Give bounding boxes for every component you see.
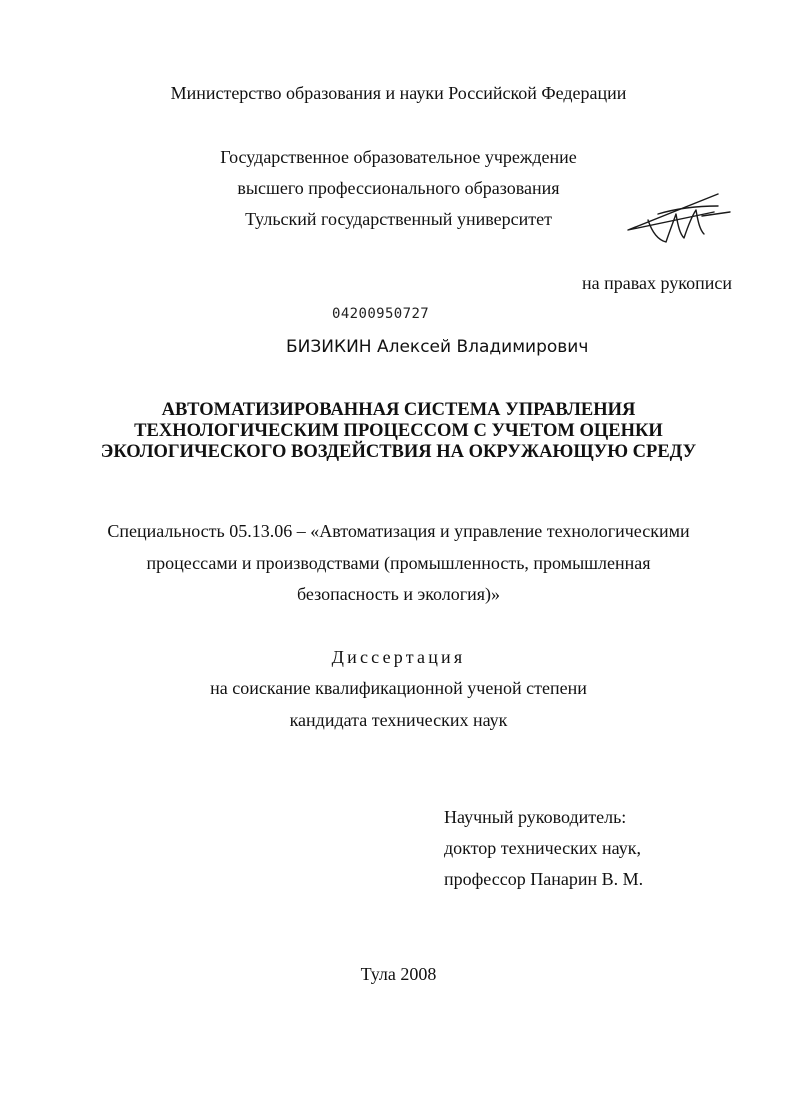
title-line-3: ЭКОЛОГИЧЕСКОГО ВОЗДЕЙСТВИЯ НА ОКРУЖАЮЩУЮ СРЕДУ xyxy=(100,442,697,462)
city-year: Тула 2008 xyxy=(360,964,437,984)
document-type: Диссертация xyxy=(331,647,466,667)
title-line-2: ТЕХНОЛОГИЧЕСКИМ ПРОЦЕССОМ С УЧЕТОМ ОЦЕНКИ xyxy=(134,421,663,441)
catalog-number: 04200950727 xyxy=(332,306,430,322)
specialty-line-1: Специальность 05.13.06 – «Автоматизация и управление технологическими xyxy=(107,521,690,541)
handwritten-signature xyxy=(618,190,736,262)
supervisor-degree: доктор технических наук, xyxy=(444,838,641,858)
author-name: БИЗИКИН Алексей Владимирович xyxy=(286,337,589,357)
specialty-line-3: безопасность и экология)» xyxy=(296,584,501,604)
title-line-1: АВТОМАТИЗИРОВАННАЯ СИСТЕМА УПРАВЛЕНИЯ xyxy=(161,400,636,420)
supervisor-name: профессор Панарин В. М. xyxy=(444,869,644,889)
ministry-line: Министерство образования и науки Российской Федерации xyxy=(170,83,627,103)
specialty-line-2: процессами и производствами (промышленность, промышленная xyxy=(146,553,651,573)
institution-line-2: высшего профессионального образования xyxy=(237,178,560,198)
supervisor-label: Научный руководитель: xyxy=(444,807,627,827)
institution-line-1: Государственное образовательное учреждение xyxy=(220,147,577,167)
degree-line-2: кандидата технических наук xyxy=(289,710,508,730)
degree-line-1: на соискание квалификационной ученой степени xyxy=(210,678,587,698)
manuscript-note: на правах рукописи xyxy=(582,273,732,293)
institution-line-3: Тульский государственный университет xyxy=(245,209,552,229)
